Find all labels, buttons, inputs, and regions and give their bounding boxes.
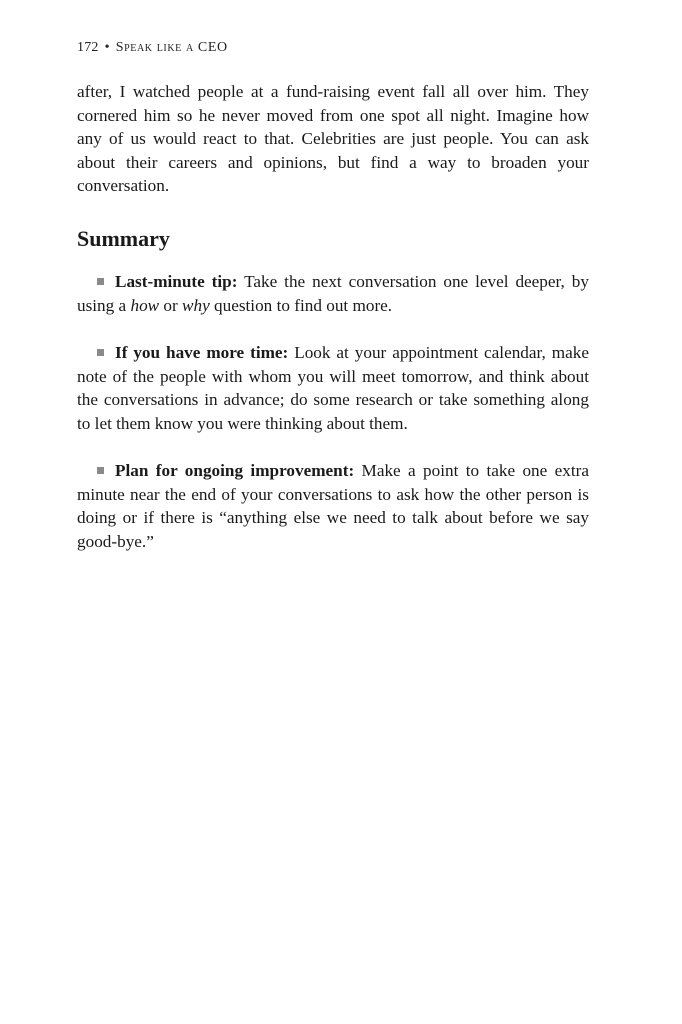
page-number: 172 — [77, 40, 99, 55]
summary-heading: Summary — [77, 226, 170, 251]
square-bullet-icon — [97, 278, 104, 285]
square-bullet-icon — [97, 467, 104, 474]
book-title: Speak like a CEO — [115, 40, 228, 55]
tip-label: Plan for ongoing improvement: — [115, 461, 355, 480]
tip-emphasis-why: why — [182, 295, 210, 315]
summary-tip-last-minute — [77, 270, 589, 317]
summary-tip-more-time — [77, 341, 589, 435]
tip-label: If you have more time: — [115, 343, 289, 362]
square-bullet-icon — [97, 349, 104, 356]
intro-paragraph: after, I watched people at a fund-raising event fall all over him. They cornered him so he never moved from one spot all night. Imagine how any of us would react to that. Celebrities are just people. You can ask about their careers and opinions, but find a way to broaden your conversation. — [77, 82, 589, 196]
tip-text: Take the next conversation one level deeper, by using a — [77, 272, 589, 315]
running-header — [77, 40, 228, 56]
tip-text-mid: or — [163, 295, 178, 315]
tip-emphasis-how: how — [130, 295, 160, 315]
tip-label: Last-minute tip: — [115, 272, 238, 291]
tip-text: Look at your appointment calendar, make note of the people with whom you will meet tomorrow, and think about the conversations in advance; do some research or take something along to let them know you were thinking about them. — [77, 343, 590, 433]
tip-text-end: question to find out more. — [214, 295, 393, 315]
header-separator: • — [104, 40, 110, 55]
tip-text: Make a point to take one extra minute near the end of your conversations to ask how the other person is doing or if there is “anything else we need to talk about before we say good-bye.” — [77, 461, 589, 551]
summary-tip-ongoing-improvement — [77, 459, 589, 553]
